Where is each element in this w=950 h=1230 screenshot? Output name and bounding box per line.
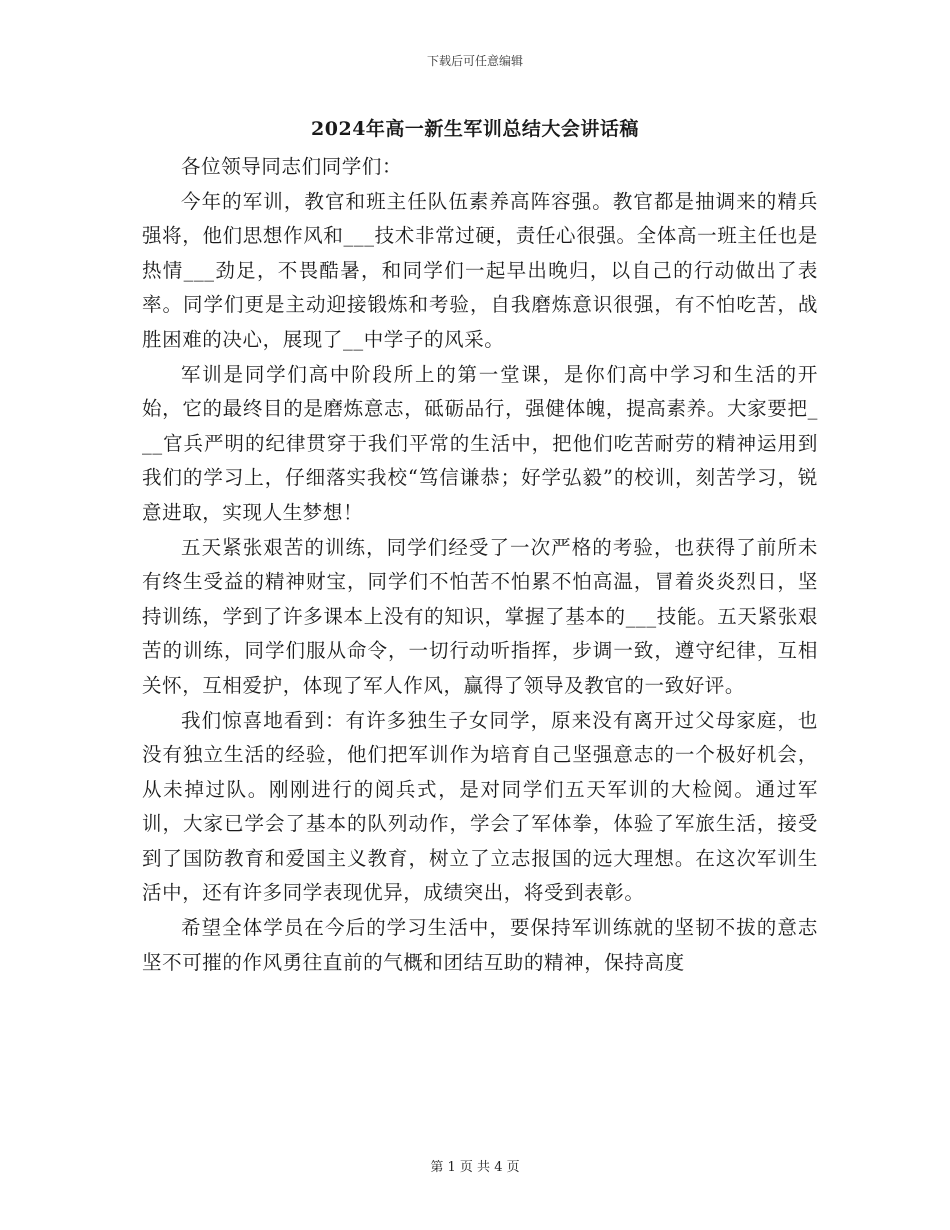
page-number: 第 1 页 共 4 页 — [430, 1160, 520, 1175]
paragraph-4: 我们惊喜地看到：有许多独生子女同学，原来没有离开过父母家庭，也没有独立生活的经验，他们把军训作为培育自己坚强意志的一个极好机会，从未掉过队。刚刚进行的阅兵式，是对同学们五天军训的大检阅。通过军训，大家已学会了基本的队列动作，学会了军体拳，体验了军旅生活，接受到了国防教育和爱国主义教育，树立了立志报国的远大理想。在这次军训生活中，还有许多同学表现优异，成绩突出，将受到表彰。 — [142, 708, 818, 905]
paragraph-5: 希望全体学员在今后的学习生活中，要保持军训练就的坚韧不拔的意志坚不可摧的作风勇往直前的气概和团结互助的精神，保持高度 — [142, 916, 818, 974]
paragraph-1: 今年的军训，教官和班主任队伍素养高阵容强。教官都是抽调来的精兵强将，他们思想作风和___技术非常过硬，责任心很强。全体高一班主任也是热情___劲足，不畏酷暑，和同学们一起早出晚归，以自己的行动做出了表率。同学们更是主动迎接锻炼和考验，自我磨炼意识很强，有不怕吃苦，战胜困难的决心，展现了__中学子的风采。 — [142, 189, 818, 351]
greeting: 各位领导同志们同学们： — [181, 155, 403, 178]
document-body — [142, 150, 818, 980]
paragraph-2: 军训是同学们高中阶段所上的第一堂课，是你们高中学习和生活的开始，它的最终目的是磨炼意志，砥砺品行，强健体魄，提高素养。大家要把___官兵严明的纪律贯穿于我们平常的生活中，把他们吃苦耐劳的精神运用到我们的学习上，仔细落实我校“笃信谦恭；好学弘毅”的校训，刻苦学习，锐意进取，实现人生梦想！ — [142, 362, 818, 524]
page-title: 2024年高一新生军训总结大会讲话稿 — [311, 118, 639, 140]
header-note: 下载后可任意编辑 — [426, 54, 523, 68]
paragraph-3: 五天紧张艰苦的训练，同学们经受了一次严格的考验，也获得了前所未有终生受益的精神财宝，同学们不怕苦不怕累不怕高温，冒着炎炎烈日，坚持训练，学到了许多课本上没有的知识，掌握了基本的___技能。五天紧张艰苦的训练，同学们服从命令，一切行动听指挥，步调一致，遵守纪律，互相关怀，互相爱护，体现了军人作风，赢得了领导及教官的一致好评。 — [142, 535, 818, 697]
